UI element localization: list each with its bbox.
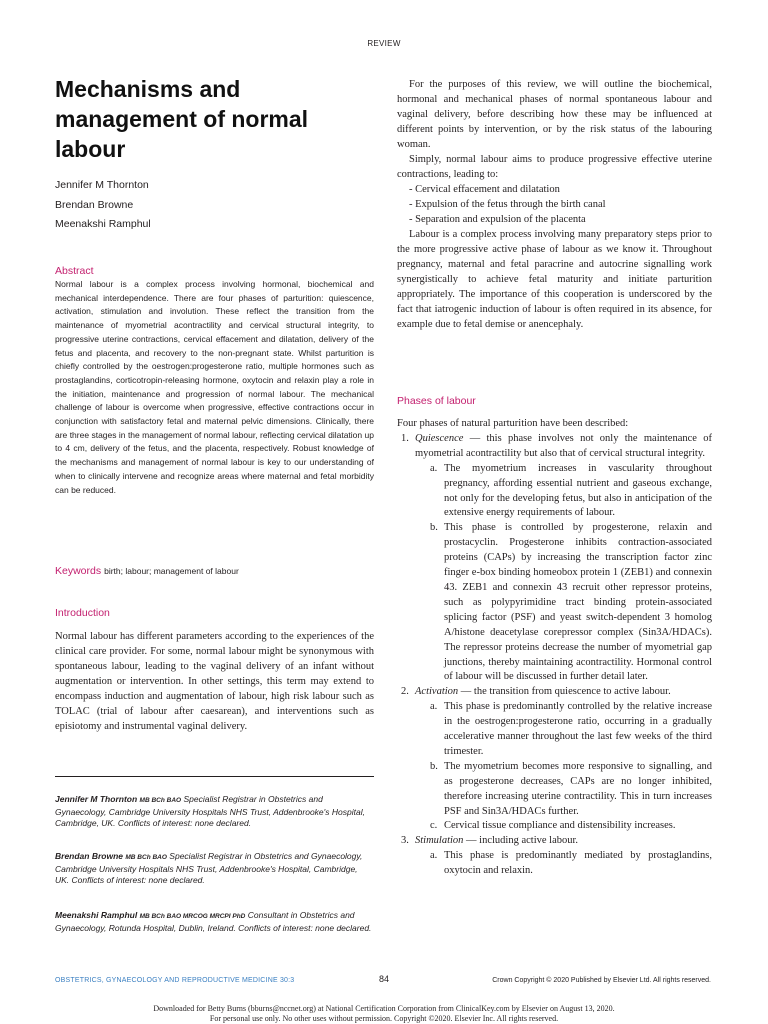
- phase-item: [397, 432, 712, 462]
- subitem-letter: a.: [430, 462, 438, 474]
- affiliation-text: Specialist Registrar in Obstetrics and Gynaecology, Cambridge University Hospitals NHS Trust, Addenbrooke's Hospital, Cambridge, UK. Conflicts of interest: none declared.: [55, 794, 365, 828]
- introduction-heading: Introduction: [55, 607, 110, 619]
- affiliation-text: Consultant in Obstetrics and Gynaecology, Rotunda Hospital, Dublin, Ireland. Conflicts of interest: none declared.: [55, 910, 372, 933]
- author-affiliation: [55, 910, 374, 934]
- phase-subitem: [397, 760, 712, 820]
- phase-item: [397, 834, 712, 849]
- affiliation-degrees: MB BCh BAO MRCOG MRCPI PhD: [139, 913, 246, 920]
- phase-text: — the transition from quiescence to active labour.: [458, 686, 671, 698]
- introduction-text: Normal labour has different parameters according to the experiences of the clinical care provider. For some, normal labour might be synonymous with spontaneous labour, leading to the vaginal delivery of an infant without augmentation or intervention. In other settings, this term may extend to encompass induction and augmentation of labour, high risk labour such as TOLAC (trial of labour after caesarean), and interventions such as episiotomy and instrumental vaginal delivery.: [55, 631, 374, 732]
- page-number: 84: [378, 974, 389, 984]
- phases-heading: Phases of labour: [397, 395, 476, 407]
- phase-subitem: [397, 700, 712, 760]
- keywords-label: Keywords: [55, 565, 102, 577]
- right-column-intro: [397, 77, 712, 332]
- bullet-item: - Cervical effacement and dilatation: [409, 184, 560, 195]
- phases-intro: Four phases of natural parturition have been described:: [397, 418, 629, 429]
- abstract-text: Normal labour is a complex process involving hormonal, biochemical and mechanical interdependence. There are four phases of parturition: quiescence, activation, stimulation and involution. These reflect the transition from the maintenance of myometrial acontractility and cervical structural integrity, to progressive uterine contractions, cervical effacement and dilatation, delivery of the fetus and placenta, and recovery to the non-pregnant state. Whilst parturition is chiefly controlled by the oestrogen:progesterone ratio, multiple hormones such as prostaglandins, corticotropin-releasing hormone, oxytocin and relaxin play a role in the initiation, maintenance and progression of normal labour. The mechanical challenge of labour is overcome when progressive, effective contractions occur in conjunction with satisfactory fetal and maternal pelvic dimensions. Clinically, there are three stages in the management of normal labour, reflecting cervical dilatation up to 4 cm, delivery of the fetus, and the placenta, respectively. Robust knowledge of the mechanisms and management of normal labour is key to our understanding of when to clinically intervene and recognize areas where maternal and fetal morbidity can be reduced.: [55, 279, 374, 495]
- subitem-text: This phase is predominantly mediated by prostaglandins, oxytocin and relaxin.: [444, 850, 712, 877]
- subitem-letter: b.: [430, 522, 438, 534]
- download-notice: For personal use only. No other uses without permission. Copyright ©2020. Elsevier Inc. All rights reserved.: [209, 1014, 559, 1023]
- author-name: Meenakshi Ramphul: [55, 218, 151, 230]
- bullet-item: - Separation and expulsion of the placenta: [409, 214, 586, 225]
- keywords: [55, 565, 374, 577]
- phases-list: [397, 417, 712, 879]
- subitem-text: Cervical tissue compliance and distensibility increases.: [444, 820, 676, 832]
- phase-number: 3.: [401, 835, 409, 847]
- affiliation-name: Brendan Browne: [55, 851, 124, 861]
- subitem-text: The myometrium becomes more responsive to signalling, and as progesterone decreases, CAPs are no longer inhibited, therefore increasing uterine contractility. This in turn increases PSF and Sin3A/HDACs further.: [444, 760, 712, 817]
- phase-number: 2.: [401, 686, 409, 698]
- subitem-text: This phase is controlled by progesterone, relaxin and prostacyclin. Progesterone inhibits contraction-associated proteins (CAPs) by increasing the transcription factor zinc finger e-box binding homeobox protein 1 (ZEB1) and connexin 43. ZEB1 and connexin 43 recruit other repressor proteins, such as polypyrimidine tract binding protein-associated splicing factor (PSF) and yeast switch-dependent 3 homolog A/histone deacetylase corepressor complex (Sin3A/HDACs). The repressor proteins decrease the number of myometrial gap junctions, thereby maintaining acontractility. Hormonal control of labour will be discussed in further detail later.: [444, 522, 712, 683]
- affiliation-name: Meenakshi Ramphul: [55, 910, 138, 920]
- download-notice: Downloaded for Betty Burns (bburns@nccnet.org) at National Certification Corporation from ClinicalKey.com by Elsevier on August 13, 2020.: [153, 1004, 615, 1013]
- author-affiliation: [55, 794, 374, 830]
- affiliation-degrees: MB BCh BAO: [139, 797, 182, 804]
- affiliation-degrees: MB BCh BAO: [125, 854, 167, 861]
- bullet-item: - Expulsion of the fetus through the birth canal: [409, 199, 606, 210]
- subitem-letter: b.: [430, 760, 438, 772]
- affiliation-divider: [55, 776, 374, 777]
- phase-subitem: [397, 849, 712, 879]
- phase-term: Quiescence: [415, 432, 464, 444]
- affiliation-text: Specialist Registrar in Obstetrics and Gynaecology, Cambridge University Hospitals NHS Trust, Addenbrooke's Hospital, Cambridge, UK. Conflicts of interest: none declared.: [55, 851, 363, 885]
- phase-text: — including active labour.: [463, 835, 579, 847]
- body-paragraph: Simply, normal labour aims to produce progressive effective uterine contractions, leading to:: [397, 154, 712, 180]
- article-title: Mechanisms and management of normal labour: [55, 76, 309, 162]
- abstract-heading: Abstract: [55, 265, 94, 277]
- author-list: [55, 179, 151, 238]
- body-paragraph: Labour is a complex process involving many preparatory steps prior to the more progressive active phase of labour as we know it. Throughout pregnancy, maternal and fetal paracrine and autocrine signalling work synergistically to achieve fetal maturity and initiate parturition appropriately. The importance of this cooperation is underscored by the fact that iatrogenic induction of labour is often required in its absence, for example due to fetal demise or anencephaly.: [397, 229, 712, 330]
- phase-subitem: [397, 462, 712, 522]
- subitem-text: This phase is predominantly controlled by the relative increase in the oestrogen:progesterone ratio, occurring in a gradually accelerative manner throughout the last few weeks of the third trimester.: [444, 701, 712, 757]
- keywords-text: birth; labour; management of labour: [104, 566, 239, 576]
- author-affiliation: [55, 851, 374, 887]
- phase-subitem: [397, 819, 712, 834]
- author-name: Jennifer M Thornton: [55, 179, 149, 191]
- body-paragraph: For the purposes of this review, we will outline the biochemical, hormonal and mechanical phases of normal spontaneous labour and vaginal delivery, before describing how these may be influenced at different points by intervention, or by the risk status of the labouring woman.: [397, 79, 712, 150]
- phase-item: [397, 685, 712, 700]
- footer-copyright: Crown Copyright © 2020 Published by Elsevier Ltd. All rights reserved.: [492, 977, 711, 984]
- affiliation-name: Jennifer M Thornton: [55, 794, 138, 804]
- subitem-text: The myometrium increases in vascularity throughout pregnancy, affording essential nutrient and gaseous exchange, not only for the developing fetus, but also in anticipation of the extensive energy requirements of labour.: [444, 462, 712, 519]
- phase-text: — this phase involves not only the maintenance of myometrial acontractility but also that of cervical structural integrity.: [415, 432, 712, 459]
- author-name: Brendan Browne: [55, 198, 134, 211]
- phase-term: Activation: [415, 686, 459, 698]
- subitem-letter: a.: [430, 850, 438, 862]
- subitem-letter: c.: [430, 820, 438, 832]
- phase-term: Stimulation: [415, 835, 464, 847]
- footer-journal: OBSTETRICS, GYNAECOLOGY AND REPRODUCTIVE MEDICINE 30:3: [55, 977, 295, 984]
- phase-number: 1.: [401, 432, 409, 444]
- phase-subitem: [397, 521, 712, 685]
- subitem-letter: a.: [430, 701, 438, 713]
- running-head: REVIEW: [367, 39, 401, 48]
